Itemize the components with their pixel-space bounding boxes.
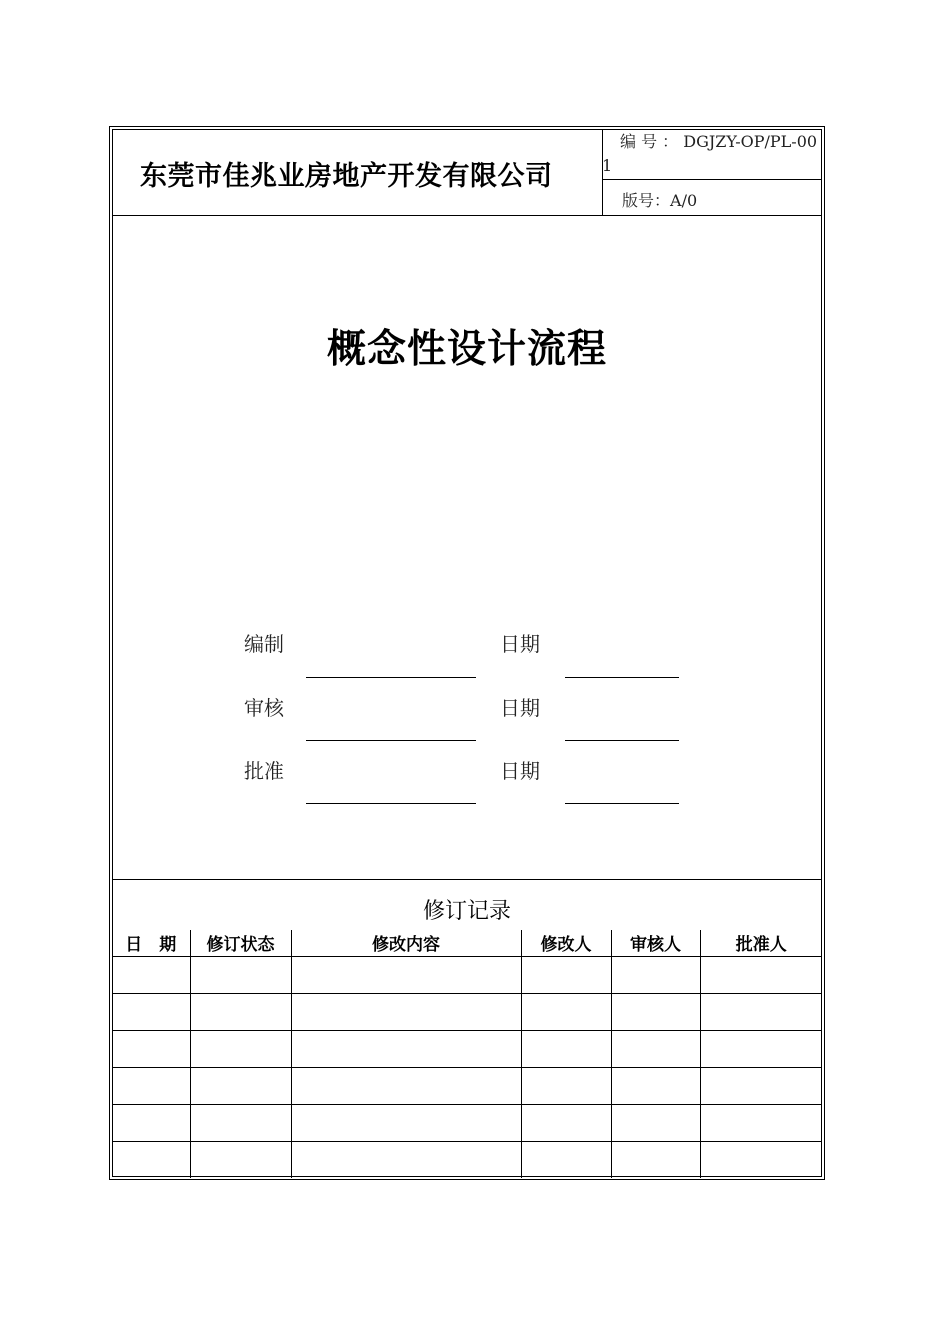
code-value: DGJZY-OP/PL-001 — [602, 132, 818, 175]
table-cell — [521, 1030, 611, 1067]
table-cell — [190, 1030, 291, 1067]
table-cell — [700, 993, 822, 1030]
table-cell — [611, 1030, 700, 1067]
date-line-compile — [565, 677, 679, 678]
table-cell — [291, 1067, 521, 1104]
table-cell — [112, 1030, 190, 1067]
table-cell — [112, 1141, 190, 1178]
revision-top-line — [112, 879, 822, 880]
table-cell — [291, 1030, 521, 1067]
document-code — [602, 130, 820, 178]
table-cell — [291, 1104, 521, 1141]
table-cell — [611, 1104, 700, 1141]
col-approver: 批准人 — [700, 930, 822, 956]
table-cell — [700, 1067, 822, 1104]
table-cell — [112, 993, 190, 1030]
table-cell — [291, 1141, 521, 1178]
col-reviewer: 审核人 — [611, 930, 700, 956]
table-cell — [521, 1067, 611, 1104]
table-cell — [521, 993, 611, 1030]
company-name: 东莞市佳兆业房地产开发有限公司 — [140, 161, 553, 192]
table-cell — [700, 956, 822, 993]
table-row — [112, 1067, 822, 1104]
version-label: 版号： — [622, 191, 671, 210]
table-cell — [291, 993, 521, 1030]
sign-date-label-review: 日期 — [500, 696, 540, 720]
table-cell — [700, 1104, 822, 1141]
date-line-review — [565, 740, 679, 741]
table-cell — [190, 993, 291, 1030]
sign-line-review — [306, 740, 476, 741]
version-value: A/0 — [670, 191, 698, 210]
document-title: 概念性设计流程 — [326, 327, 607, 372]
table-cell — [112, 1067, 190, 1104]
table-cell — [190, 1141, 291, 1178]
table-cell — [190, 956, 291, 993]
sign-role-compile: 编制 — [244, 632, 284, 656]
table-cell — [611, 1067, 700, 1104]
table-cell — [521, 1104, 611, 1141]
header-divider-code — [602, 179, 822, 180]
document-version — [622, 188, 697, 211]
table-row — [112, 1030, 822, 1067]
sign-role-approve: 批准 — [244, 759, 284, 783]
sign-line-compile — [306, 677, 476, 678]
date-line-approve — [565, 803, 679, 804]
table-cell — [611, 1141, 700, 1178]
table-cell — [521, 956, 611, 993]
code-label: 编 号 ： — [620, 132, 679, 151]
table-cell — [700, 1141, 822, 1178]
table-cell — [190, 1104, 291, 1141]
sign-line-approve — [306, 803, 476, 804]
sign-role-review: 审核 — [244, 696, 284, 720]
sign-date-label-compile: 日期 — [500, 632, 540, 656]
header-bottom-line — [112, 215, 822, 216]
table-cell — [611, 993, 700, 1030]
table-row — [112, 1104, 822, 1141]
table-row — [112, 1141, 822, 1178]
col-modifier: 修改人 — [521, 930, 611, 956]
table-cell — [611, 956, 700, 993]
table-cell — [112, 1104, 190, 1141]
table-cell — [190, 1067, 291, 1104]
table-row — [112, 993, 822, 1030]
revision-title: 修订记录 — [422, 899, 511, 924]
table-row — [112, 956, 822, 993]
col-date: 日 期 — [112, 930, 190, 956]
col-content: 修改内容 — [291, 930, 521, 956]
table-cell — [521, 1141, 611, 1178]
table-cell — [291, 956, 521, 993]
revision-table — [112, 930, 822, 1178]
col-status: 修订状态 — [190, 930, 291, 956]
table-cell — [700, 1030, 822, 1067]
table-cell — [112, 956, 190, 993]
revision-header-row — [112, 930, 822, 956]
sign-date-label-approve: 日期 — [500, 759, 540, 783]
